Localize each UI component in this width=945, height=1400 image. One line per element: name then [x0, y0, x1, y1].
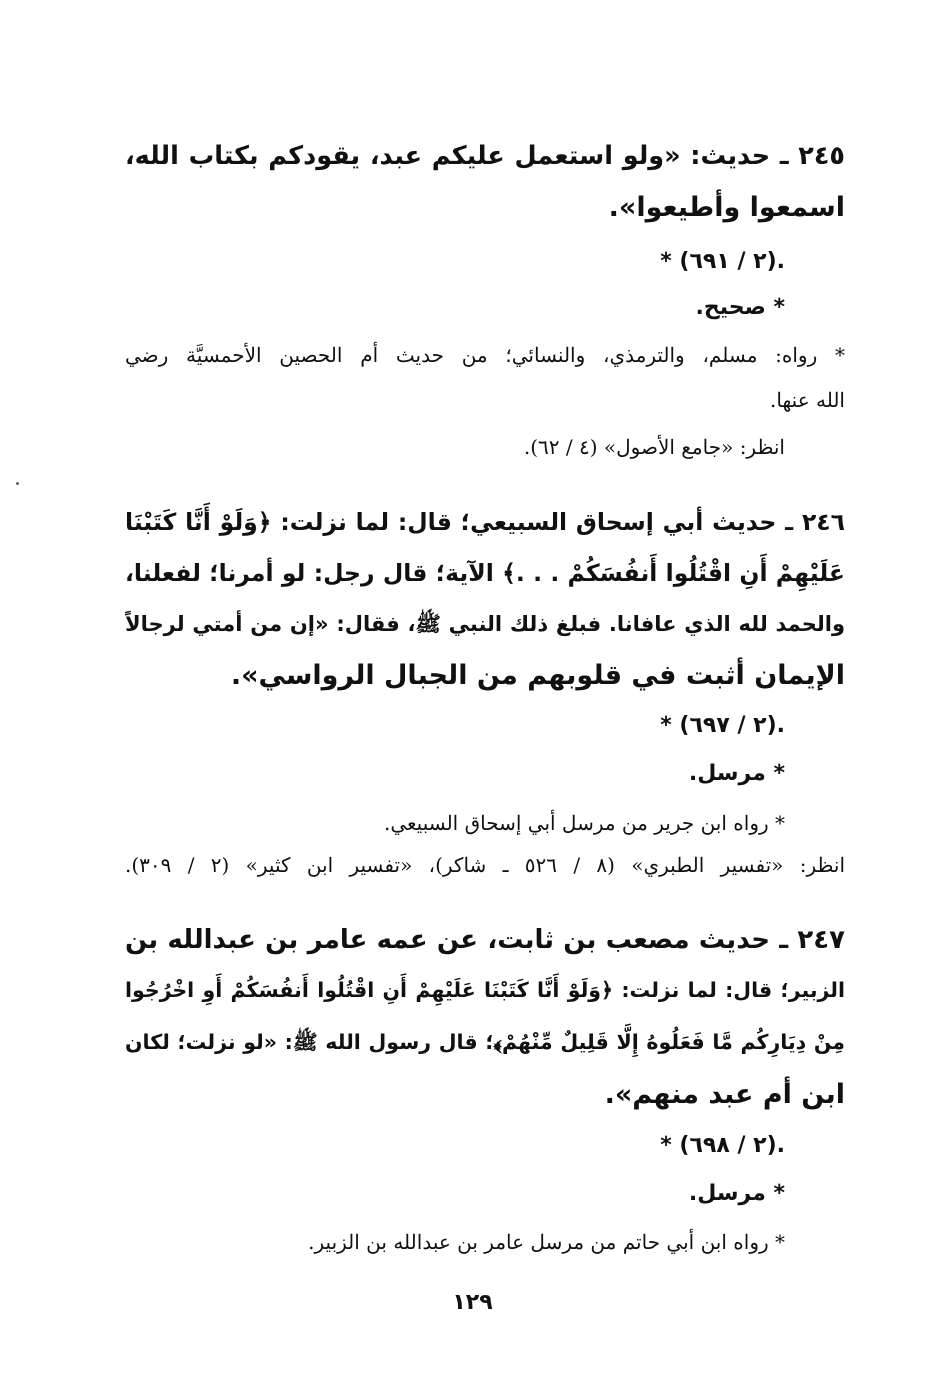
hadith-245-narration-1: * رواه: مسلم، والترمذي، والنسائي؛ من حديث أم الحصين الأحمسيَّة رضي: [125, 343, 845, 367]
hadith-247-line-2: الزبير؛ قال: لما نزلت: ﴿وَلَوْ أَنَّا كَتَبْنَا عَلَيْهِمْ أَنِ اقْتُلُوا أَنفُسَكُمْ أَوِ اخْرُجُوا: [125, 978, 845, 1002]
hadith-247-grade: * مرسل.: [688, 1181, 785, 1206]
hadith-247-reference: * (٢ / ٦٩٨).: [660, 1133, 785, 1158]
hadith-246-line-3: والحمد لله الذي عافانا. فبلغ ذلك النبي ﷺ، فقال: «إن من أمتي لرجالاً: [125, 612, 845, 636]
hadith-246-line-1: ٢٤٦ ـ حديث أبي إسحاق السبيعي؛ قال: لما نزلت: ﴿وَلَوْ أَنَّا كَتَبْنَا: [125, 508, 845, 536]
hadith-246-line-4: الإيمان أثبت في قلوبهم من الجبال الرواسي».: [230, 660, 845, 691]
hadith-245-narration-2: الله عنها.: [770, 388, 845, 412]
hadith-247-line-1: ٢٤٧ ـ حديث مصعب بن ثابت، عن عمه عامر بن عبدالله بن: [125, 925, 845, 955]
hadith-247-narration: * رواه ابن أبي حاتم من مرسل عامر بن عبدالله بن الزبير.: [308, 1230, 785, 1254]
scan-speck: [16, 482, 19, 485]
hadith-246-narration: * رواه ابن جرير من مرسل أبي إسحاق السبيعي.: [383, 811, 785, 835]
hadith-246-line-2: عَلَيْهِمْ أَنِ اقْتُلُوا أَنفُسَكُمْ . . .﴾ الآية؛ قال رجل: لو أمرنا؛ لفعلنا،: [125, 559, 845, 587]
hadith-247-line-3: مِنْ دِيَارِكُم مَّا فَعَلُوهُ إِلَّا قَلِيلٌ مِّنْهُمْ﴾؛ قال رسول الله ﷺ: «لو نزلت؛ لكان: [125, 1030, 845, 1054]
page-number: ١٢٩: [452, 1290, 493, 1315]
hadith-246-grade: * مرسل.: [688, 761, 785, 786]
hadith-245-reference: * (٢ / ٦٩١).: [660, 249, 785, 274]
hadith-245-line-1: ٢٤٥ ـ حديث: «ولو استعمل عليكم عبد، يقودكم بكتاب الله،: [125, 141, 845, 171]
hadith-247-line-4: ابن أم عبد منهم».: [604, 1079, 845, 1110]
hadith-246-see-also: انظر: «تفسير الطبري» (٨ / ٥٢٦ ـ شاكر)، «تفسير ابن كثير» (٢ / ٣٠٩).: [125, 853, 845, 877]
hadith-245-grade: * صحيح.: [695, 295, 785, 320]
hadith-245-line-2: اسمعوا وأطيعوا».: [608, 192, 845, 223]
hadith-245-see-also: انظر: «جامع الأصول» (٤ / ٦٢).: [523, 435, 785, 459]
hadith-246-reference: * (٢ / ٦٩٧).: [660, 713, 785, 738]
